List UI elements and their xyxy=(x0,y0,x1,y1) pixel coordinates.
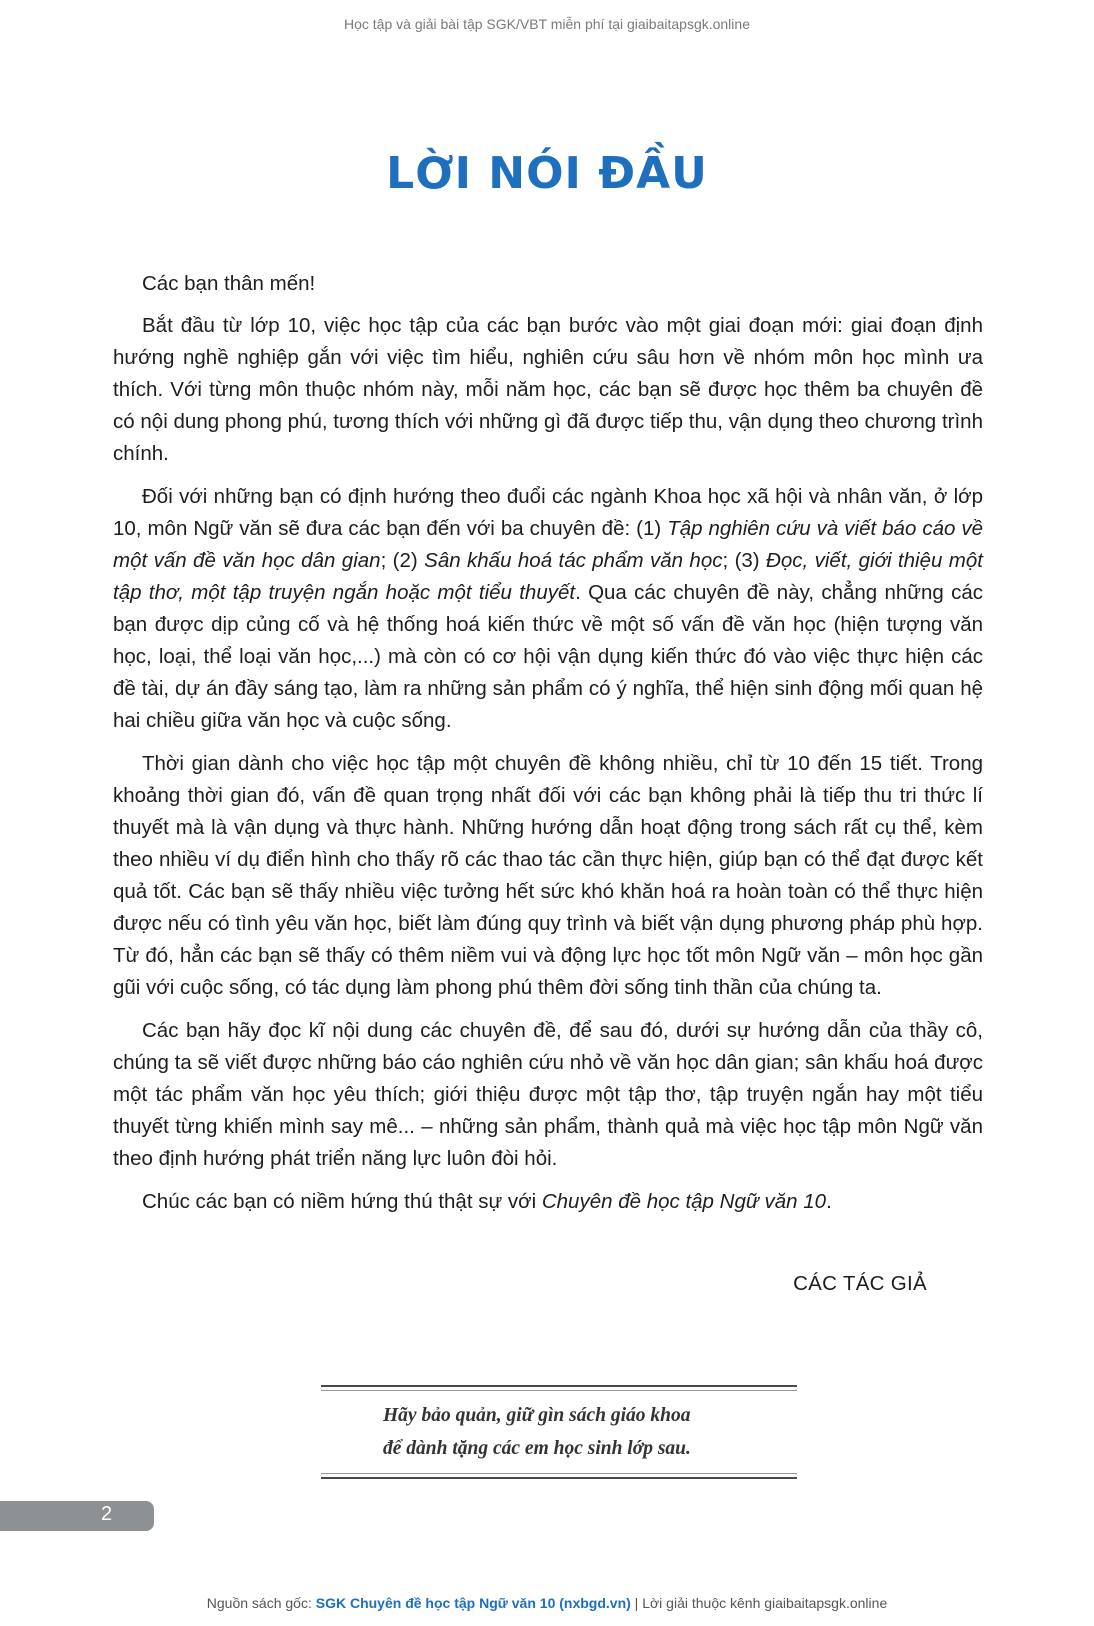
page-title: LỜI NÓI ĐẦU xyxy=(386,148,708,199)
p2-text-a: Đối với những bạn có định hướng theo đuổi các ngành Khoa học xã hội và nhân văn, ở lớp 10, môn Ngữ văn sẽ đưa các bạn đến với ba chuyên đề: (1) xyxy=(113,485,983,540)
paragraph-5 xyxy=(113,1186,983,1218)
footer-source-link[interactable]: SGK Chuyên đề học tập Ngữ văn 10 (nxbgd.vn) xyxy=(315,1595,631,1611)
page-number-tab xyxy=(0,1501,154,1531)
greeting: Các bạn thân mến! xyxy=(142,272,316,295)
paragraph-2 xyxy=(113,481,983,737)
quote-line-1: Hãy bảo quản, giữ gìn sách giáo khoa xyxy=(383,1405,691,1426)
p5-text-b: . xyxy=(826,1190,832,1213)
preservation-quote-box xyxy=(321,1385,797,1479)
p2-topic-2: Sân khấu hoá tác phẩm văn học xyxy=(424,549,723,572)
preface-body xyxy=(113,268,983,1229)
p5-text-a: Chúc các bạn có niềm hứng thú thật sự với xyxy=(142,1190,542,1213)
footer-prefix: Nguồn sách gốc: xyxy=(206,1595,316,1611)
paragraph-1: Bắt đầu từ lớp 10, việc học tập của các bạn bước vào một giai đoạn mới: giai đoạn định hướng nghề nghiệp gắn với việc tìm hiểu, nghiên cứu sâu hơn về nhóm môn học mình ưa thích. Với từng môn thuộc nhóm này, mỗi năm học, các bạn sẽ được học thêm ba chuyên đề có nội dung phong phú, tương thích với những gì đã được tiếp thu, vận dụng theo chương trình chính. xyxy=(113,314,983,465)
p2-text-c: ; (3) xyxy=(722,549,767,572)
p2-text-b: ; (2) xyxy=(380,549,425,572)
paragraph-3: Thời gian dành cho việc học tập một chuyên đề không nhiều, chỉ từ 10 đến 15 tiết. Trong khoảng thời gian đó, vấn đề quan trọng nhất đối với các bạn không phải là tiếp thu tri thức lí thuyết mà là vận dụng và thực hành. Những hướng dẫn hoạt động trong sách rất cụ thể, kèm theo nhiều ví dụ điển hình cho thấy rõ các thao tác cần thực hiện, giúp bạn có thể đạt được kết quả tốt. Các bạn sẽ thấy nhiều việc tưởng hết sức khó khăn hoá ra hoàn toàn có thể thực hiện được nếu có tình yêu văn học, biết làm đúng quy trình và biết vận dụng phương pháp phù hợp. Từ đó, hẳn các bạn sẽ thấy có thêm niềm vui và động lực học tốt môn Ngữ văn – môn học gần gũi với cuộc sống, có tác dụng làm phong phú thêm đời sống tinh thần của chúng ta. xyxy=(113,752,983,999)
quote-line-2: để dành tặng các em học sinh lớp sau. xyxy=(383,1438,691,1459)
footer-suffix: | Lời giải thuộc kênh giaibaitapsgk.online xyxy=(630,1595,888,1611)
page-number: 2 xyxy=(101,1503,113,1525)
paragraph-4: Các bạn hãy đọc kĩ nội dung các chuyên đề, để sau đó, dưới sự hướng dẫn của thầy cô, chúng ta sẽ viết được những báo cáo nghiên cứu nhỏ về văn học dân gian; sân khấu hoá được một tác phẩm văn học yêu thích; giới thiệu được một tập thơ, tập truyện ngắn hay một tiểu thuyết từng khiến mình say mê... – những sản phẩm, thành quả mà việc học tập môn Ngữ văn theo định hướng phát triển năng lực luôn đòi hỏi. xyxy=(113,1019,983,1170)
p2-text-d: . Qua các chuyên đề này, chẳng những các bạn được dịp củng cố và hệ thống hoá kiến thức về một số vấn đề văn học (hiện tượng văn học, loại, thể loại văn học,...) mà còn có cơ hội vận dụng kiến thức đó vào việc thực hiện các đề tài, dự án đầy sáng tạo, làm ra những sản phẩm có ý nghĩa, thể hiện sinh động mối quan hệ hai chiều giữa văn học và cuộc sống. xyxy=(113,581,983,732)
signature: CÁC TÁC GIẢ xyxy=(793,1272,927,1295)
p2-topic-3: Đọc, viết, giới thiệu một tập thơ, một tập truyện ngắn hoặc một tiểu thuyết xyxy=(113,549,983,604)
header-note: Học tập và giải bài tập SGK/VBT miễn phí tại giaibaitapsgk.online xyxy=(344,16,750,32)
p5-book-title: Chuyên đề học tập Ngữ văn 10 xyxy=(541,1190,827,1213)
footer-note xyxy=(0,1595,1094,1611)
p2-topic-1: Tập nghiên cứu và viết báo cáo về một vấn đề văn học dân gian xyxy=(113,517,983,572)
